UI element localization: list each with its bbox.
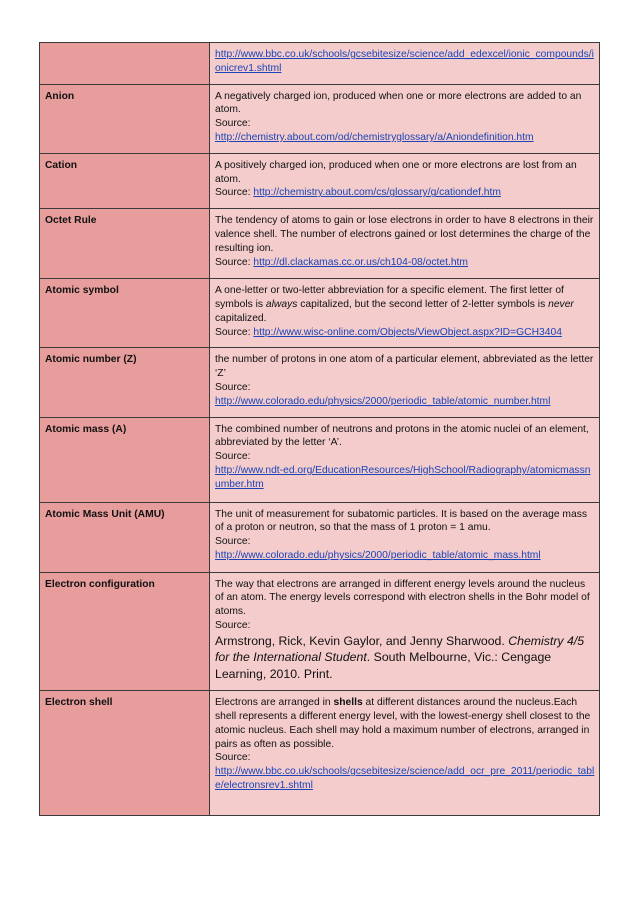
citation-part: . South Melbourne, Vic.: Cengage Learning, 2010. Print. [215,650,552,681]
definition-part: at different distances around the nucleus.Each shell represents a different energy level, with the lowest-energy shell closest to the atomic nucleus. Each shell may hold a maximum number of electrons, arranged in pairs as often as possible. [215,697,591,750]
definition-cell [210,84,600,153]
source-label: Source: [215,752,251,764]
emphasis-text: never [548,298,574,310]
source-link[interactable]: http://www.colorado.edu/physics/2000/periodic_table/atomic_mass.html [215,549,541,561]
definition-text: the number of protons in one atom of a particular element, abbreviated as the letter ‘Z’ [215,354,594,380]
term-cell: Atomic mass (A) [40,417,210,502]
definition-text: A negatively charged ion, produced when one or more electrons are added to an atom. [215,90,582,116]
definition-text: A positively charged ion, produced when one or more electrons are lost from an atom. [215,159,577,185]
definition-text [215,696,595,751]
source-link[interactable]: http://chemistry.about.com/cs/glossary/g/cationdef.htm [253,187,501,199]
emphasis-text: always [265,298,298,310]
table-row [40,84,600,153]
source-label: Source: [215,536,251,548]
table-row [40,279,600,348]
term-cell: Octet Rule [40,209,210,279]
definition-cell [210,572,600,691]
definition-part: capitalized, but the second letter of 2-letter symbols is [297,298,549,310]
definition-cell [210,153,600,208]
definition-cell [210,43,600,85]
term-cell: Atomic Mass Unit (AMU) [40,502,210,572]
table-row [40,153,600,208]
definition-text [215,284,595,325]
definition-cell [210,348,600,417]
definition-part: Electrons are arranged in [215,697,334,709]
table-row [40,417,600,502]
definition-text: The unit of measurement for subatomic particles. It is based on the average mass of a proton or neutron, so that the mass of 1 proton = 1 amu. [215,508,588,534]
definition-part: capitalized. [215,312,267,324]
table-row [40,691,600,816]
source-label: Source: [215,619,251,631]
term-cell: Atomic symbol [40,279,210,348]
source-link[interactable]: http://dl.clackamas.cc.or.us/ch104-08/octet.htm [253,256,468,268]
table-row [40,572,600,691]
table-row [40,43,600,85]
source-label: Source: [215,326,254,338]
term-cell: Atomic number (Z) [40,348,210,417]
source-label: Source: [215,451,251,463]
term-cell: Cation [40,153,210,208]
source-label: Source: [215,381,251,393]
definition-text: The tendency of atoms to gain or lose electrons in order to have 8 electrons in their valence shell. The number of electrons gained or lost determines the charge of the resulting ion. [215,215,594,254]
table-row [40,209,600,279]
source-label: Source: [215,118,251,130]
definition-cell [210,502,600,572]
term-cell: Electron shell [40,691,210,816]
source-link[interactable]: http://www.ndt-ed.org/EducationResources/HighSchool/Radiography/atomicmassnumber.htm [215,464,591,490]
definition-text: The combined number of neutrons and protons in the atomic nuclei of an element, abbreviated by the letter ‘A’. [215,423,589,449]
table-row [40,348,600,417]
definition-cell [210,279,600,348]
term-cell: Electron configuration [40,572,210,691]
term-cell [40,43,210,85]
source-link[interactable]: http://www.colorado.edu/physics/2000/periodic_table/atomic_number.html [215,395,551,407]
source-label: Source: [215,187,254,199]
bold-term: shells [333,697,363,709]
term-cell: Anion [40,84,210,153]
citation-part: Armstrong, Rick, Kevin Gaylor, and Jenny Sharwood. [215,633,509,648]
definition-text: The way that electrons are arranged in different energy levels around the nucleus of an atom. The energy levels correspond with electron shells in the Bohr model of atoms. [215,578,590,618]
source-label: Source: [215,256,254,268]
source-link[interactable]: http://www.bbc.co.uk/schools/gcsebitesize/science/add_edexcel/ionic_compounds/ionicrev1.shtml [215,49,594,74]
definition-cell [210,691,600,816]
citation-title: Chemistry 4/5 for the International Student [215,633,585,665]
definition-part: A one-letter or two-letter abbreviation for a specific element. The first letter of symbols is [215,285,564,310]
citation-text [215,633,595,683]
definition-cell [210,417,600,502]
source-link[interactable]: http://www.wisc-online.com/Objects/ViewObject.aspx?ID=GCH3404 [253,326,562,338]
glossary-table [39,42,600,816]
table-row [40,502,600,572]
source-link[interactable]: http://www.bbc.co.uk/schools/gcsebitesize/science/add_ocr_pre_2011/periodic_table/electronsrev1.shtml [215,766,595,792]
definition-cell [210,209,600,279]
source-link[interactable]: http://chemistry.about.com/od/chemistryglossary/a/Aniondefinition.htm [215,131,534,143]
